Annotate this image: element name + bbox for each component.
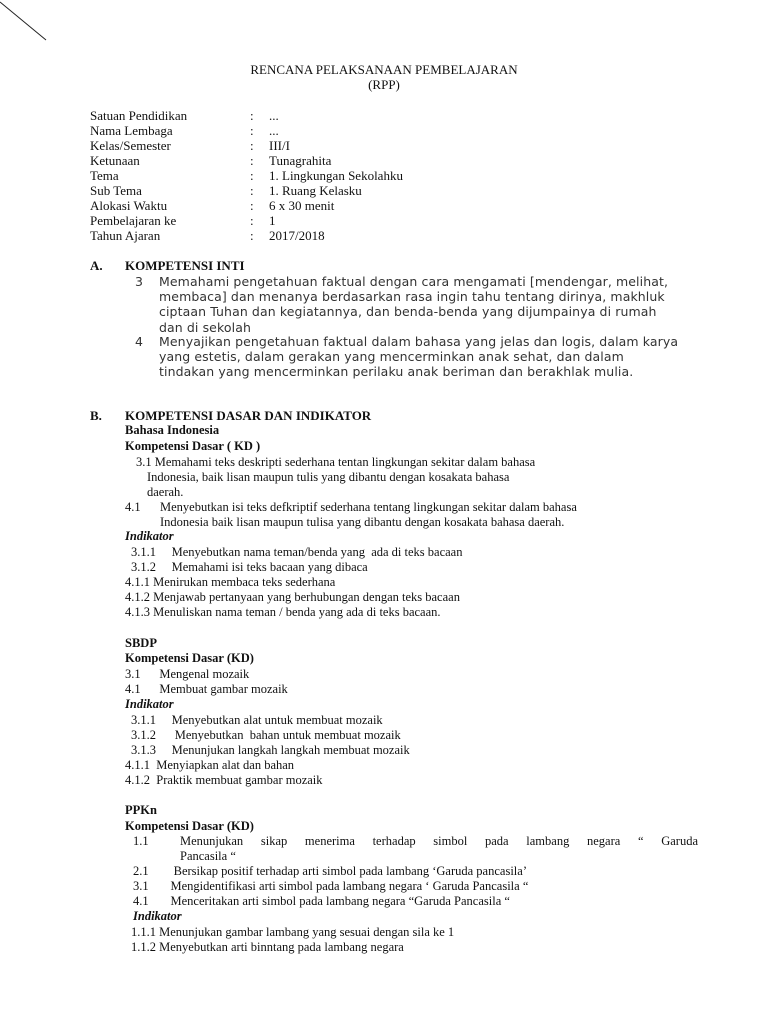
indikator-heading: Indikator (125, 529, 174, 543)
indikator-line: 1.1.1 Menunjukan gambar lambang yang sesuai dengan sila ke 1 (131, 925, 455, 939)
subject-heading: PPKn (125, 803, 157, 817)
identity-label: Tema (90, 168, 119, 183)
kd-line: 3.1 Mengenal mozaik (125, 667, 250, 681)
indikator-line: 3.1.3 Menunjukan langkah langkah membuat mozaik (131, 743, 410, 757)
indikator-line: 3.1.1 Menyebutkan alat untuk membuat mozaik (131, 713, 383, 727)
ki-text: Menyajikan pengetahuan faktual dalam bahasa yang jelas dan logis, dalam karya yang estetis, dalam gerakan yang mencerminkan anak sehat, dan dalam tindakan yang mencerminkan perilaku anak beriman dan berakhlak mulia. (159, 334, 679, 380)
kd-line: daerah. (147, 485, 184, 499)
indikator-line: 4.1.3 Menuliskan nama teman / benda yang ada di teks bacaan. (125, 605, 441, 619)
section-b-heading: KOMPETENSI DASAR DAN INDIKATOR (125, 408, 372, 423)
kd-heading: Kompetensi Dasar (KD) (125, 651, 254, 665)
kd-number: 1.1 (133, 834, 149, 848)
kd-heading: Kompetensi Dasar ( KD ) (125, 439, 261, 453)
indikator-line: 4.1.1 Menyiapkan alat dan bahan (125, 758, 295, 772)
document-subtitle: (RPP) (368, 77, 400, 92)
indikator-line: 3.1.1 Menyebutkan nama teman/benda yang ada di teks bacaan (131, 545, 463, 559)
colon: : (250, 138, 254, 153)
kd-line: 4.1 Menceritakan arti simbol pada lambang negara “Garuda Pancasila “ (133, 894, 510, 908)
colon: : (250, 198, 254, 213)
identity-label: Pembelajaran ke (90, 213, 177, 228)
section-a-heading: KOMPETENSI INTI (125, 258, 245, 273)
subject-heading: SBDP (125, 636, 157, 650)
colon: : (250, 183, 254, 198)
identity-value: 1. Ruang Kelasku (269, 183, 362, 198)
kd-heading: Kompetensi Dasar (KD) (125, 819, 254, 833)
identity-label: Alokasi Waktu (90, 198, 168, 213)
identity-label: Nama Lembaga (90, 123, 173, 138)
indikator-line: 3.1.2 Memahami isi teks bacaan yang dibaca (131, 560, 368, 574)
kd-line: 2.1 Bersikap positif terhadap arti simbol pada lambang ‘Garuda pancasila’ (133, 864, 527, 878)
kd-line: Indonesia baik lisan maupun tulisa yang dibantu dengan kosakata bahasa daerah. (160, 515, 565, 529)
identity-label: Tahun Ajaran (90, 228, 161, 243)
indikator-line: 1.1.2 Menyebutkan arti binntang pada lambang negara (131, 940, 404, 954)
identity-value: ... (269, 108, 279, 123)
identity-value: 2017/2018 (269, 228, 325, 243)
ki-number: 4 (135, 334, 143, 349)
kd-line: 3.1 Mengidentifikasi arti simbol pada lambang negara ‘ Garuda Pancasila “ (133, 879, 529, 893)
identity-label: Ketunaan (90, 153, 140, 168)
indikator-line: 4.1.1 Menirukan membaca teks sederhana (125, 575, 336, 589)
identity-value: 1. Lingkungan Sekolahku (269, 168, 403, 183)
indikator-line: 4.1.2 Praktik membuat gambar mozaik (125, 773, 323, 787)
colon: : (250, 153, 254, 168)
section-a-letter: A. (90, 258, 103, 273)
kd-line: 3.1 Memahami teks deskripti sederhana tentan lingkungan sekitar dalam bahasa (136, 455, 536, 469)
indikator-heading: Indikator (133, 909, 182, 923)
indikator-heading: Indikator (125, 697, 174, 711)
colon: : (250, 123, 254, 138)
identity-label: Kelas/Semester (90, 138, 171, 153)
corner-fold-line (0, 0, 60, 50)
ki-number: 3 (135, 274, 143, 289)
section-b-letter: B. (90, 408, 102, 423)
colon: : (250, 108, 254, 123)
kd-number: 4.1 (125, 500, 141, 514)
kd-line: Indonesia, baik lisan maupun tulis yang dibantu dengan kosakata bahasa (147, 470, 510, 484)
ki-text: Memahami pengetahuan faktual dengan cara mengamati [mendengar, melihat, membaca] dan menanya berdasarkan rasa ingin tahu tentang dirinya, makhluk ciptaan Tuhan dan kegiatannya, dan benda-benda yang dijumpainya di rumah dan di sekolah (159, 274, 669, 335)
document-title: RENCANA PELAKSANAAN PEMBELAJARAN (250, 62, 518, 77)
indikator-line: 4.1.2 Menjawab pertanyaan yang berhubungan dengan teks bacaan (125, 590, 460, 604)
identity-label: Sub Tema (90, 183, 142, 198)
subject-heading: Bahasa Indonesia (125, 423, 220, 437)
identity-value: ... (269, 123, 279, 138)
kd-line: Menunjukan sikap menerima terhadap simbol pada lambang negara “ Garuda (180, 834, 698, 848)
identity-value: 1 (269, 213, 276, 228)
identity-value: Tunagrahita (269, 153, 332, 168)
kd-line: Pancasila “ (180, 849, 236, 863)
kd-line: Menyebutkan isi teks defkriptif sederhana tentang lingkungan sekitar dalam bahasa (160, 500, 577, 514)
kd-line: 4.1 Membuat gambar mozaik (125, 682, 288, 696)
identity-value: III/I (269, 138, 290, 153)
colon: : (250, 213, 254, 228)
identity-label: Satuan Pendidikan (90, 108, 188, 123)
indikator-line: 3.1.2 Menyebutkan bahan untuk membuat mozaik (131, 728, 401, 742)
identity-value: 6 x 30 menit (269, 198, 335, 213)
colon: : (250, 228, 254, 243)
colon: : (250, 168, 254, 183)
